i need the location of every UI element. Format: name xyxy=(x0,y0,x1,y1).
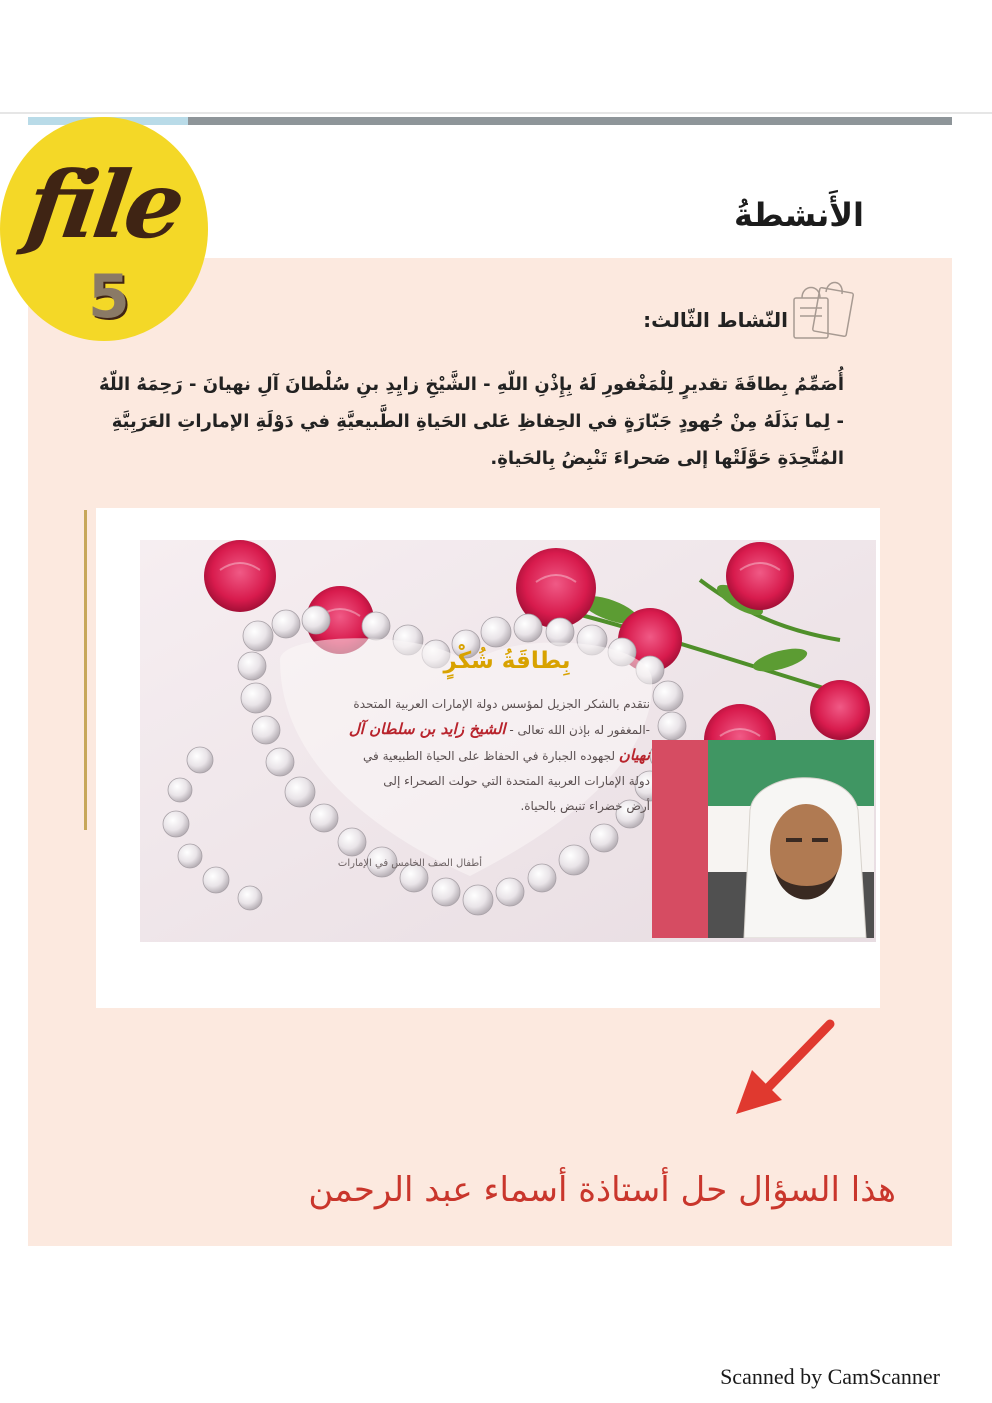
card-name-emphasis: الشيخ زايد بن سلطان آل xyxy=(348,720,506,738)
card-title: بِطاقَةُ شُكْرٍ xyxy=(443,648,571,674)
top-rule xyxy=(0,112,992,114)
teacher-note: هذا السؤال حل أستاذة أسماء عبد الرحمن xyxy=(308,1170,896,1210)
card-line-1: نتقدم بالشكر الجزيل لمؤسس دولة الإمارات العربية المتحدة xyxy=(353,697,650,711)
activity-instructions: أُصَمِّمُ بِطاقَةَ تقديرٍ لِلْمَغْفورِ لَهُ بِإِذْنِ اللّهِ - الشَّيْخِ زايِدِ بنِ سُلْطانَ آلِ نهيانَ - رَحِمَهُ اللّهُ - لِما بَذَلَهُ مِنْ جُهودٍ جَبّارَةٍ في الحِفاظِ عَلى الحَياةِ الطَّبيعيَّةِ في دَوْلَةِ الإماراتِ العَرَبِيَّةِ المُتَّحِدَةِ حَوَّلَتْها إلى صَحراءَ تَنْبِضُ بِالحَياةِ. xyxy=(98,374,844,469)
scanner-credit: Scanned by CamScanner xyxy=(720,1364,940,1389)
file-logo xyxy=(0,117,208,341)
activity-heading: النّشاط الثّالث: xyxy=(643,308,788,332)
decorative-side-line xyxy=(84,510,87,830)
card-line-2-lead: -المغفور له بإذن الله تعالى - xyxy=(505,723,650,737)
logo-number: 5 xyxy=(88,262,130,332)
header-bar xyxy=(28,117,952,125)
card-line-3-rest: لجهوده الجبارة في الحفاظ على الحياة الطبيعية في xyxy=(363,749,619,763)
card-line-5: أرض خضراء تنبض بالحياة. xyxy=(520,799,650,813)
shopping-bags-icon xyxy=(786,272,860,346)
card-line-2 xyxy=(294,717,650,743)
logo-word: file xyxy=(20,151,188,259)
card-line-3 xyxy=(294,743,650,769)
section-title: الأَنشطةُ xyxy=(734,196,864,234)
red-arrow-icon xyxy=(730,1016,842,1120)
portrait-with-flag xyxy=(652,740,874,938)
card-name-emphasis-2: نهيان xyxy=(618,746,650,764)
card-message xyxy=(294,692,650,819)
card-line-4: دولة الإمارات العربية المتحدة التي حولت الصحراء إلى xyxy=(383,774,650,788)
card-signature: أطفال الصف الخامس في الإمارات xyxy=(337,858,483,869)
